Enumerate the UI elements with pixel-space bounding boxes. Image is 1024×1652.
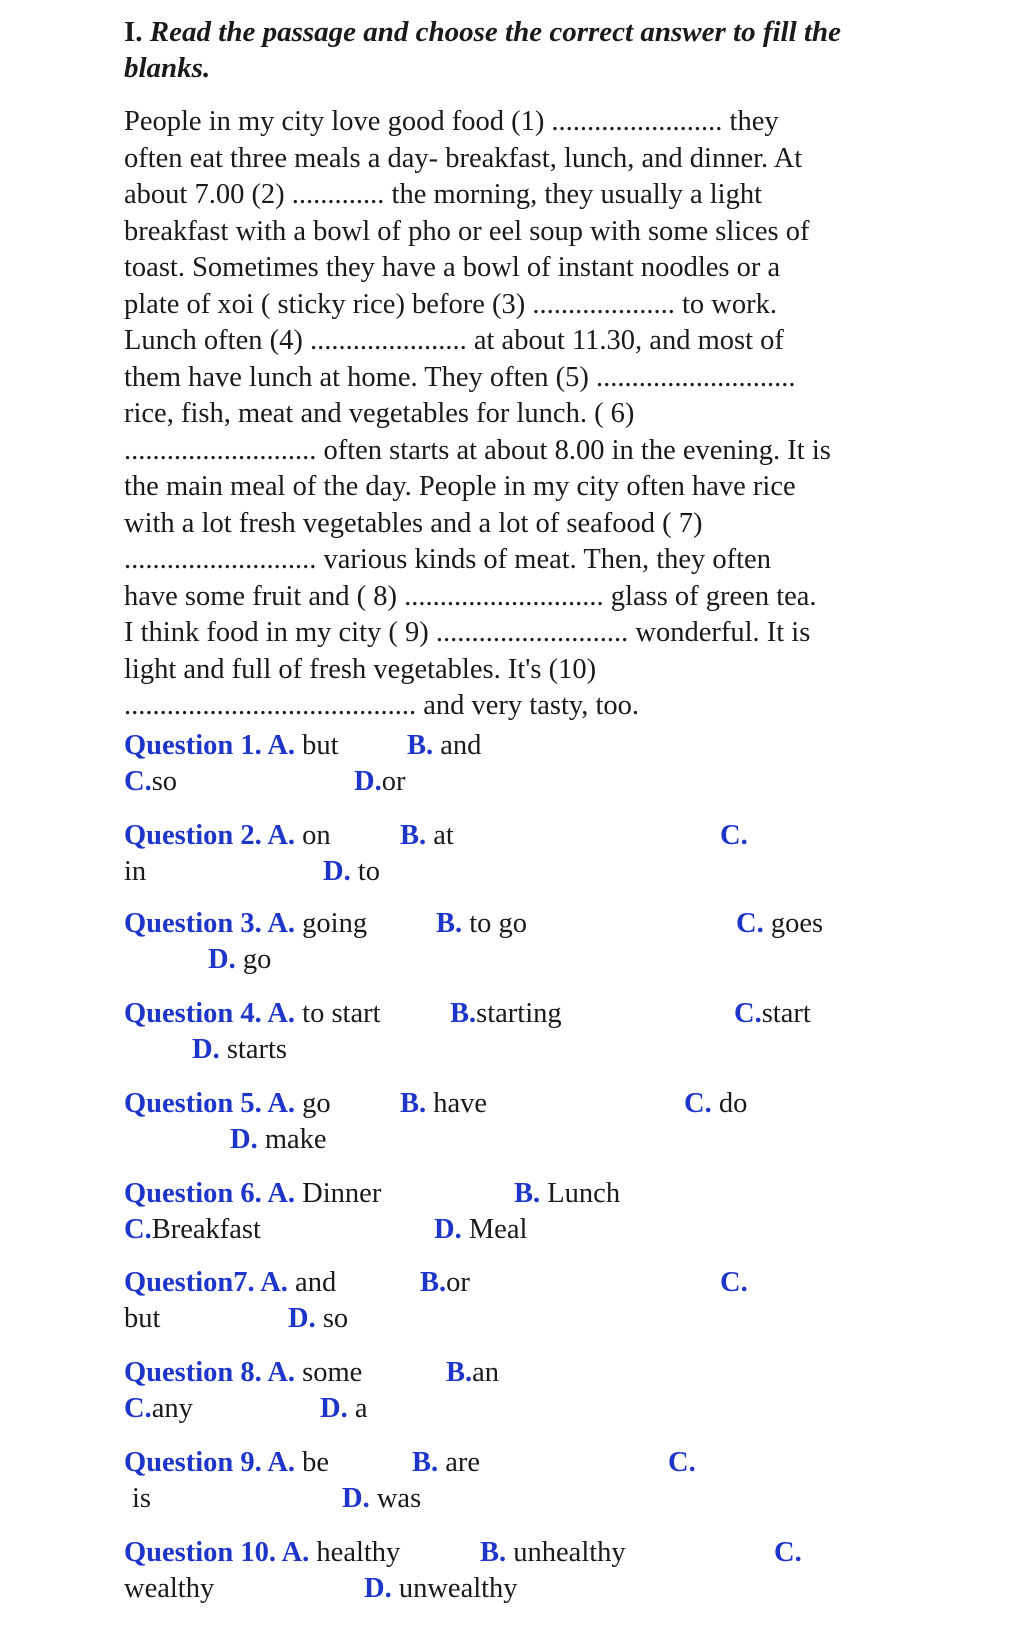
- passage-line: often eat three meals a day- breakfast, lunch, and dinner. At: [124, 142, 803, 174]
- passage-line: with a lot fresh vegetables and a lot of seafood ( 7): [124, 507, 703, 539]
- option-a-letter: A.: [267, 820, 296, 851]
- passage-line: breakfast with a bowl of pho or eel soup with some slices of: [124, 215, 810, 247]
- option-a-letter: A.: [267, 1447, 296, 1478]
- option-b[interactable]: [407, 728, 481, 764]
- option-c[interactable]: [684, 1086, 747, 1122]
- passage-line: the main meal of the day. People in my city often have rice: [124, 471, 796, 502]
- option-b[interactable]: [450, 996, 562, 1032]
- option-b-letter: B.: [400, 1088, 427, 1119]
- option-b-text: have: [426, 1088, 488, 1119]
- option-c[interactable]: [124, 1212, 261, 1248]
- option-a-text: going: [295, 908, 368, 939]
- question-label: Question 10.: [124, 1537, 282, 1568]
- option-a[interactable]: [267, 1088, 330, 1119]
- option-d-letter: D.: [434, 1214, 462, 1245]
- option-a-letter: A.: [267, 998, 296, 1029]
- option-b-letter: B.: [400, 820, 427, 851]
- option-b-letter: B.: [480, 1537, 507, 1568]
- option-b-letter: B.: [436, 908, 463, 939]
- option-c-letter: C.: [774, 1537, 802, 1568]
- option-b[interactable]: [400, 1086, 487, 1122]
- option-d[interactable]: [230, 1122, 327, 1158]
- option-c-text: in: [124, 856, 147, 887]
- passage-line: have some fruit and ( 8) ............................ glass of green tea.: [124, 580, 817, 612]
- section-number: I.: [124, 16, 143, 48]
- option-b-text: to go: [462, 908, 528, 939]
- option-d[interactable]: [288, 1301, 348, 1337]
- option-c[interactable]: [720, 1265, 748, 1301]
- passage-line: ......................................... and very tasty, too.: [124, 690, 640, 721]
- option-c-letter: C.: [124, 766, 152, 797]
- option-b-text: are: [438, 1447, 481, 1478]
- option-b-letter: B.: [420, 1267, 447, 1298]
- option-c-text: so: [151, 766, 178, 797]
- option-a[interactable]: [282, 1537, 401, 1568]
- passage-line: plate of xoi ( sticky rice) before (3) .................... to work.: [124, 288, 777, 320]
- option-d[interactable]: [192, 1032, 287, 1068]
- question-1-row: [124, 728, 339, 764]
- option-a-text: to start: [295, 998, 381, 1029]
- option-c-text: wealthy: [124, 1573, 215, 1604]
- option-c-text: is: [132, 1483, 152, 1514]
- option-b-letter: B.: [412, 1447, 439, 1478]
- question-10-row: [124, 1535, 400, 1571]
- option-d-text: make: [257, 1124, 327, 1155]
- passage-line: rice, fish, meat and vegetables for lunch. ( 6): [124, 398, 635, 429]
- option-d-letter: D.: [364, 1573, 392, 1604]
- question-4-row: [124, 996, 381, 1032]
- question-5-row: [124, 1086, 331, 1122]
- option-b-text: starting: [476, 998, 562, 1029]
- passage-line: light and full of fresh vegetables. It's (10): [124, 653, 597, 685]
- option-c-text: goes: [763, 908, 824, 939]
- option-d-letter: D.: [192, 1034, 220, 1065]
- option-b[interactable]: [400, 818, 454, 854]
- question-3-row: [124, 906, 367, 942]
- question-label: Question 8.: [124, 1357, 268, 1388]
- option-b-letter: B.: [446, 1357, 473, 1388]
- option-b-text: unhealthy: [506, 1537, 626, 1568]
- option-d[interactable]: [208, 942, 271, 978]
- option-c-letter: C.: [736, 908, 764, 939]
- question-2-row: [124, 818, 331, 854]
- option-a-text: but: [295, 730, 339, 761]
- option-a[interactable]: [260, 1267, 336, 1298]
- question-6-row: [124, 1176, 381, 1212]
- option-d-letter: D.: [323, 856, 351, 887]
- option-a[interactable]: [267, 730, 338, 761]
- section-instruction: Read the passage and choose the correct answer to fill the: [149, 16, 841, 48]
- option-a[interactable]: [267, 908, 367, 939]
- option-b-letter: B.: [450, 998, 477, 1029]
- option-d[interactable]: [342, 1481, 421, 1517]
- reading-passage: [124, 104, 924, 725]
- option-c-text: but: [124, 1303, 161, 1334]
- question-label: Question 4.: [124, 998, 268, 1029]
- option-d[interactable]: [364, 1571, 518, 1607]
- option-c[interactable]: [668, 1445, 696, 1481]
- option-a-letter: A.: [267, 1178, 296, 1209]
- option-d-letter: D.: [288, 1303, 316, 1334]
- option-b-text: at: [426, 820, 454, 851]
- option-c-text: Breakfast: [151, 1214, 261, 1245]
- option-a-letter: A.: [281, 1537, 310, 1568]
- option-d-text: or: [381, 766, 406, 797]
- question-label: Question 6.: [124, 1178, 268, 1209]
- option-c-letter: C.: [720, 1267, 748, 1298]
- option-a-text: be: [295, 1447, 330, 1478]
- option-c-letter: C.: [668, 1447, 696, 1478]
- option-b-text: an: [472, 1357, 500, 1388]
- option-b[interactable]: [436, 906, 527, 942]
- option-a-letter: A.: [267, 1088, 296, 1119]
- section-heading: [124, 14, 924, 86]
- question-label: Question 1.: [124, 730, 268, 761]
- option-a-text: some: [295, 1357, 363, 1388]
- option-c-letter: C.: [720, 820, 748, 851]
- option-b[interactable]: [420, 1265, 470, 1301]
- option-c-letter: C.: [684, 1088, 712, 1119]
- option-d[interactable]: [434, 1212, 527, 1248]
- option-a-text: healthy: [309, 1537, 401, 1568]
- option-c[interactable]: [720, 818, 748, 854]
- option-d-text: was: [369, 1483, 422, 1514]
- option-b-text: and: [433, 730, 482, 761]
- option-a-letter: A.: [267, 908, 296, 939]
- option-c-letter: C.: [734, 998, 762, 1029]
- option-a[interactable]: [267, 1178, 381, 1209]
- option-a[interactable]: [267, 820, 330, 851]
- option-a-letter: A.: [267, 730, 296, 761]
- question-7-row: [124, 1265, 336, 1301]
- option-d-letter: D.: [320, 1393, 348, 1424]
- option-d[interactable]: [320, 1391, 368, 1427]
- passage-line: Lunch often (4) ...................... at about 11.30, and most of: [124, 325, 784, 356]
- option-c[interactable]: [124, 1391, 193, 1427]
- option-b-letter: B.: [514, 1178, 541, 1209]
- option-d-text: go: [235, 944, 272, 975]
- option-b-text: or: [446, 1267, 470, 1298]
- passage-line: about 7.00 (2) ............. the morning, they usually a light: [124, 179, 762, 210]
- option-c[interactable]: [774, 1535, 802, 1571]
- option-b[interactable]: [514, 1176, 620, 1212]
- option-d-letter: D.: [342, 1483, 370, 1514]
- option-d-text: so: [315, 1303, 349, 1334]
- option-d-text: Meal: [461, 1214, 528, 1245]
- option-a-text: go: [295, 1088, 331, 1119]
- option-b-text: Lunch: [540, 1178, 621, 1209]
- option-d-letter: D.: [208, 944, 236, 975]
- option-c-text: start: [761, 998, 811, 1029]
- option-c-text: do: [711, 1088, 748, 1119]
- question-label: Question 9.: [124, 1447, 268, 1478]
- question-9-row: [124, 1445, 329, 1481]
- question-label: Question 2.: [124, 820, 268, 851]
- option-a[interactable]: [267, 1357, 362, 1388]
- option-c[interactable]: [124, 764, 177, 800]
- option-c-text: any: [151, 1393, 193, 1424]
- option-d-text: a: [347, 1393, 368, 1424]
- option-d-text: to: [350, 856, 381, 887]
- option-d-text: starts: [219, 1034, 288, 1065]
- passage-line: People in my city love good food (1) ........................ they: [124, 106, 779, 137]
- section-instruction-cont: blanks.: [124, 52, 211, 84]
- option-a-letter: A.: [267, 1357, 296, 1388]
- option-c[interactable]: [734, 996, 811, 1032]
- option-d-letter: D.: [354, 766, 382, 797]
- option-b[interactable]: [412, 1445, 480, 1481]
- option-a-text: and: [287, 1267, 337, 1298]
- passage-line: ........................... various kinds of meat. Then, they often: [124, 544, 771, 575]
- question-label: Question 5.: [124, 1088, 268, 1119]
- question-label: Question 3.: [124, 908, 268, 939]
- option-d[interactable]: [323, 854, 380, 890]
- option-d[interactable]: [354, 764, 405, 800]
- worksheet: [124, 14, 924, 725]
- passage-line: I think food in my city ( 9) ........................... wonderful. It is: [124, 617, 811, 648]
- option-a-text: on: [295, 820, 331, 851]
- option-c[interactable]: [736, 906, 823, 942]
- option-d-text: unwealthy: [391, 1573, 518, 1604]
- option-a-text: Dinner: [295, 1178, 382, 1209]
- passage-line: ........................... often starts at about 8.00 in the evening. It is: [124, 434, 831, 466]
- option-c-letter: C.: [124, 1393, 152, 1424]
- option-d-letter: D.: [230, 1124, 258, 1155]
- option-b-letter: B.: [407, 730, 434, 761]
- option-a-letter: A.: [260, 1267, 288, 1298]
- option-b[interactable]: [446, 1355, 499, 1391]
- question-label: Question7.: [124, 1267, 261, 1298]
- passage-line: toast. Sometimes they have a bowl of instant noodles or a: [124, 252, 781, 283]
- option-c-letter: C.: [124, 1214, 152, 1245]
- option-b[interactable]: [480, 1535, 626, 1571]
- passage-line: them have lunch at home. They often (5) ............................: [124, 361, 796, 393]
- option-a[interactable]: [267, 998, 380, 1029]
- option-a[interactable]: [267, 1447, 329, 1478]
- question-8-row: [124, 1355, 362, 1391]
